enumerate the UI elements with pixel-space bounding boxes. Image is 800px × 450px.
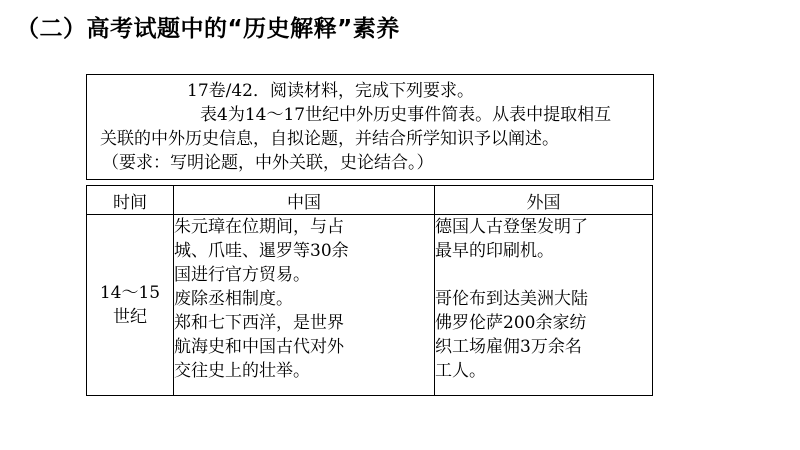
foreign-line: 哥伦布到达美洲大陆 <box>435 289 588 309</box>
foreign-line: 德国人古登堡发明了 <box>435 217 588 237</box>
china-line: 航海史和中国古代对外 <box>174 337 344 357</box>
question-line: 表4为14～17世纪中外历史事件简表。从表中提取相互 <box>200 105 612 125</box>
china-line: 交往史上的壮举。 <box>174 361 310 381</box>
foreign-line: 工人。 <box>435 361 486 381</box>
china-line: 废除丞相制度。 <box>174 289 293 309</box>
events-table <box>86 185 653 396</box>
header-time: 时间 <box>87 186 174 215</box>
china-line: 郑和七下西洋，是世界 <box>174 313 344 333</box>
china-cell <box>174 215 435 396</box>
paragraph-gap <box>435 263 652 287</box>
table-row <box>87 215 653 396</box>
table-header-row <box>87 186 653 215</box>
header-foreign: 外国 <box>435 186 653 215</box>
time-line: 世纪 <box>113 307 147 327</box>
time-line: 14～15 <box>99 283 161 303</box>
foreign-line: 织工场雇佣3万余名 <box>435 337 582 357</box>
foreign-line: 佛罗伦萨200余家纺 <box>435 313 587 333</box>
china-line: 朱元璋在位期间，与占 <box>174 217 344 237</box>
china-line: 城、爪哇、暹罗等30余 <box>174 241 349 261</box>
question-line: 关联的中外历史信息，自拟论题，并结合所学知识予以阐述。 <box>100 129 559 149</box>
header-china: 中国 <box>174 186 435 215</box>
question-line: （要求：写明论题，中外关联，史论结合。） <box>102 153 434 173</box>
section-heading: （二）高考试题中的“历史解释”素养 <box>16 16 400 42</box>
time-cell <box>87 215 174 396</box>
foreign-cell <box>435 215 653 396</box>
question-line: 17卷/42．阅读材料，完成下列要求。 <box>187 81 474 101</box>
question-box <box>86 74 654 180</box>
china-line: 国进行官方贸易。 <box>174 265 310 285</box>
foreign-line: 最早的印刷机。 <box>435 241 554 261</box>
